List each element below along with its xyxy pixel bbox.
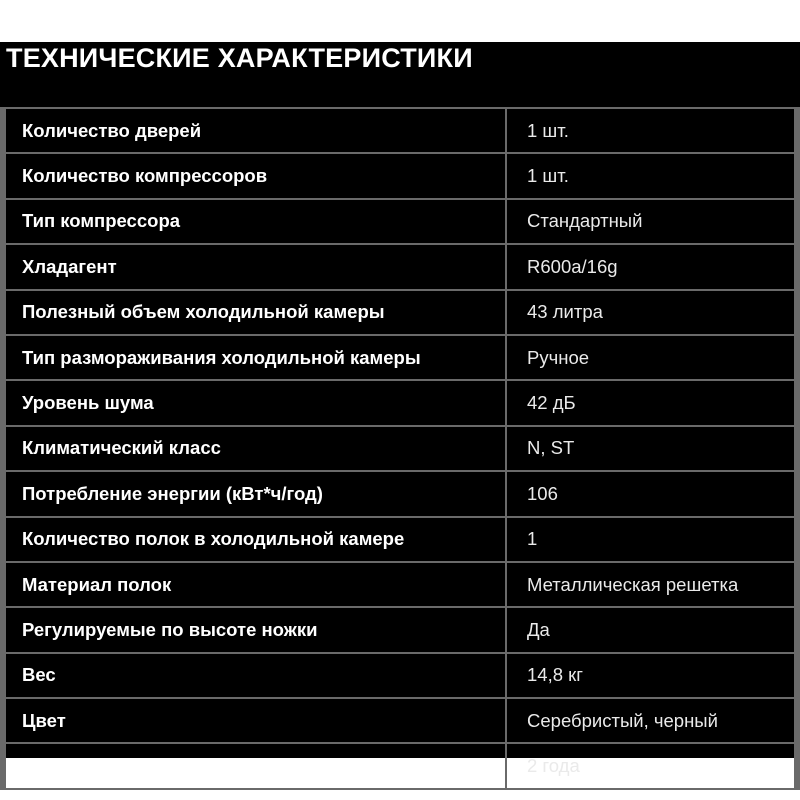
spec-value: 43 литра (506, 290, 797, 335)
spec-row (3, 108, 797, 153)
spec-value: 2 года (506, 743, 797, 788)
spec-row (3, 471, 797, 516)
spec-value: 106 (506, 471, 797, 516)
spec-name: Количество полок в холодильной камере (3, 517, 506, 562)
spec-value: Стандартный (506, 199, 797, 244)
spec-row (3, 199, 797, 244)
spec-row (3, 380, 797, 425)
spec-row (3, 517, 797, 562)
spec-value: Ручное (506, 335, 797, 380)
spec-name: Вес (3, 653, 506, 698)
specs-table-container (0, 107, 800, 777)
spec-value: 1 шт. (506, 153, 797, 198)
spec-name: Тип компрессора (3, 199, 506, 244)
spec-value: Да (506, 607, 797, 652)
spec-name: Материал полок (3, 562, 506, 607)
spec-row (3, 244, 797, 289)
spec-name: Регулируемые по высоте ножки (3, 607, 506, 652)
spec-row (3, 335, 797, 380)
spec-row (3, 562, 797, 607)
spec-name: Климатический класс (3, 426, 506, 471)
spec-value: N, ST (506, 426, 797, 471)
spec-value: Металлическая решетка (506, 562, 797, 607)
spec-value: R600a/16g (506, 244, 797, 289)
spec-value: 14,8 кг (506, 653, 797, 698)
spec-name: Количество дверей (3, 108, 506, 153)
spec-name: Потребление энергии (кВт*ч/год) (3, 471, 506, 516)
spec-name: Гарантия (3, 743, 506, 788)
spec-row (3, 153, 797, 198)
specs-table-body (3, 108, 797, 789)
header-band (0, 42, 800, 107)
spec-value: Серебристый, черный (506, 698, 797, 743)
spec-name: Хладагент (3, 244, 506, 289)
page-title: ТЕХНИЧЕСКИЕ ХАРАКТЕРИСТИКИ (6, 43, 473, 73)
specs-table (0, 107, 800, 790)
spec-name: Тип размораживания холодильной камеры (3, 335, 506, 380)
spec-value: 42 дБ (506, 380, 797, 425)
spec-row (3, 607, 797, 652)
spec-row (3, 290, 797, 335)
spec-name: Цвет (3, 698, 506, 743)
spec-row (3, 743, 797, 788)
spec-name: Полезный объем холодильной камеры (3, 290, 506, 335)
spec-row (3, 426, 797, 471)
spec-row (3, 698, 797, 743)
spec-name: Уровень шума (3, 380, 506, 425)
spec-value: 1 (506, 517, 797, 562)
spec-name: Количество компрессоров (3, 153, 506, 198)
spec-value: 1 шт. (506, 108, 797, 153)
spec-row (3, 653, 797, 698)
